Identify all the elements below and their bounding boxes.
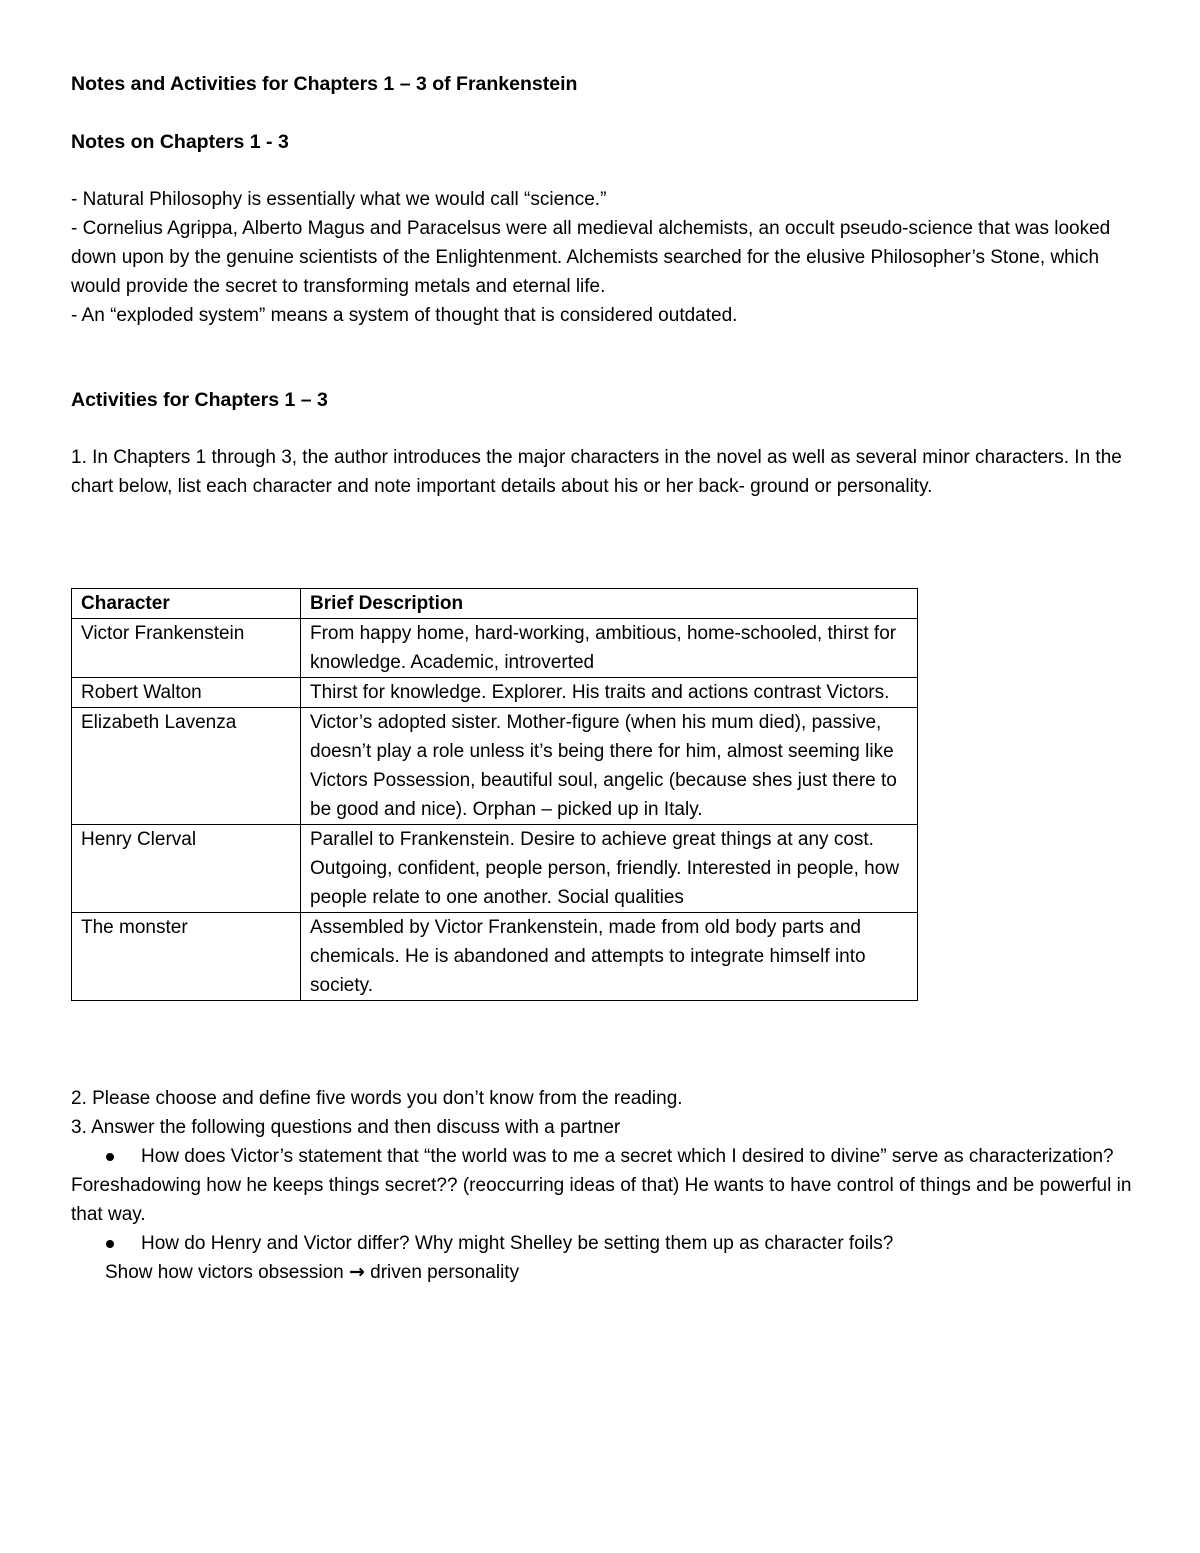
- bullet-2-text: How do Henry and Victor differ? Why might Shelley be setting them up as character foils?: [141, 1233, 894, 1254]
- description-cell: From happy home, hard-working, ambitious, home-schooled, thirst for knowledge. Academic, introverted: [301, 619, 918, 678]
- character-cell: Elizabeth Lavenza: [72, 708, 301, 825]
- character-cell: The monster: [72, 913, 301, 1001]
- table-row: [72, 913, 918, 1001]
- question-1-text: 1. In Chapters 1 through 3, the author introduces the major characters in the novel as well as several minor characters. In the chart below, list each character and note important details about his or her back- ground or personality.: [71, 447, 1122, 497]
- note-item: - Natural Philosophy is essentially what we would call “science.”: [71, 189, 607, 210]
- bullet-item: [71, 1229, 1141, 1258]
- question-2-text: 2. Please choose and define five words you don’t know from the reading.: [71, 1088, 683, 1109]
- question-3-bullets-2: [71, 1229, 1141, 1258]
- description-cell: Thirst for knowledge. Explorer. His traits and actions contrast Victors.: [301, 678, 918, 708]
- table-row: [72, 619, 918, 678]
- answer-1-text: Foreshadowing how he keeps things secret?? (reoccurring ideas of that) He wants to have control of things and be powerful in that way.: [71, 1175, 1132, 1225]
- table-header-row: [72, 589, 918, 619]
- note-item: - Cornelius Agrippa, Alberto Magus and Paracelsus were all medieval alchemists, an occult pseudo-science that was looked down upon by the genuine scientists of the Enlightenment. Alchemists searched for the elusive Philosopher’s Stone, which would provide the secret to transforming metals and eternal life.: [71, 218, 1111, 297]
- question-1: [71, 443, 1141, 501]
- notes-heading: Notes on Chapters 1 - 3: [71, 131, 289, 153]
- answer-2-text-before: Show how victors obsession: [105, 1262, 344, 1283]
- character-cell: Henry Clerval: [72, 825, 301, 913]
- notes-list: [71, 185, 1141, 330]
- character-cell: Robert Walton: [72, 678, 301, 708]
- character-cell: Victor Frankenstein: [72, 619, 301, 678]
- right-arrow-icon: →: [348, 1261, 365, 1283]
- description-cell: Victor’s adopted sister. Mother-figure (when his mum died), passive, doesn’t play a role unless it’s being there for him, almost seeming like Victors Possession, beautiful soul, angelic (because shes just there to be good and nice). Orphan – picked up in Italy.: [301, 708, 918, 825]
- table-row: [72, 678, 918, 708]
- bullet-dot-icon: [106, 1240, 114, 1248]
- header-character: Character: [72, 589, 301, 619]
- bullet-1-text: How does Victor’s statement that “the world was to me a secret which I desired to divine” serve as characterization?: [141, 1146, 1114, 1167]
- bullet-item: [71, 1142, 1141, 1171]
- table-row: [72, 825, 918, 913]
- question-3-text: 3. Answer the following questions and then discuss with a partner: [71, 1117, 621, 1138]
- table-row: [72, 708, 918, 825]
- description-cell: Assembled by Victor Frankenstein, made from old body parts and chemicals. He is abandoned and attempts to integrate himself into society.: [301, 913, 918, 1001]
- document-page: [71, 70, 1141, 1283]
- answer-2-text-after: driven personality: [370, 1262, 520, 1283]
- question-3-bullets: [71, 1142, 1141, 1171]
- activities-heading: Activities for Chapters 1 – 3: [71, 389, 328, 411]
- answer-2: [71, 1258, 1141, 1287]
- description-cell: Parallel to Frankenstein. Desire to achieve great things at any cost. Outgoing, confident, people person, friendly. Interested in people, how people relate to one another. Social qualities: [301, 825, 918, 913]
- document-title: Notes and Activities for Chapters 1 – 3 of Frankenstein: [71, 73, 578, 95]
- after-table-section: [71, 1084, 1141, 1287]
- note-item: - An “exploded system” means a system of thought that is considered outdated.: [71, 305, 738, 326]
- character-table: [71, 588, 918, 1001]
- header-description: Brief Description: [301, 589, 918, 619]
- bullet-dot-icon: [106, 1153, 114, 1161]
